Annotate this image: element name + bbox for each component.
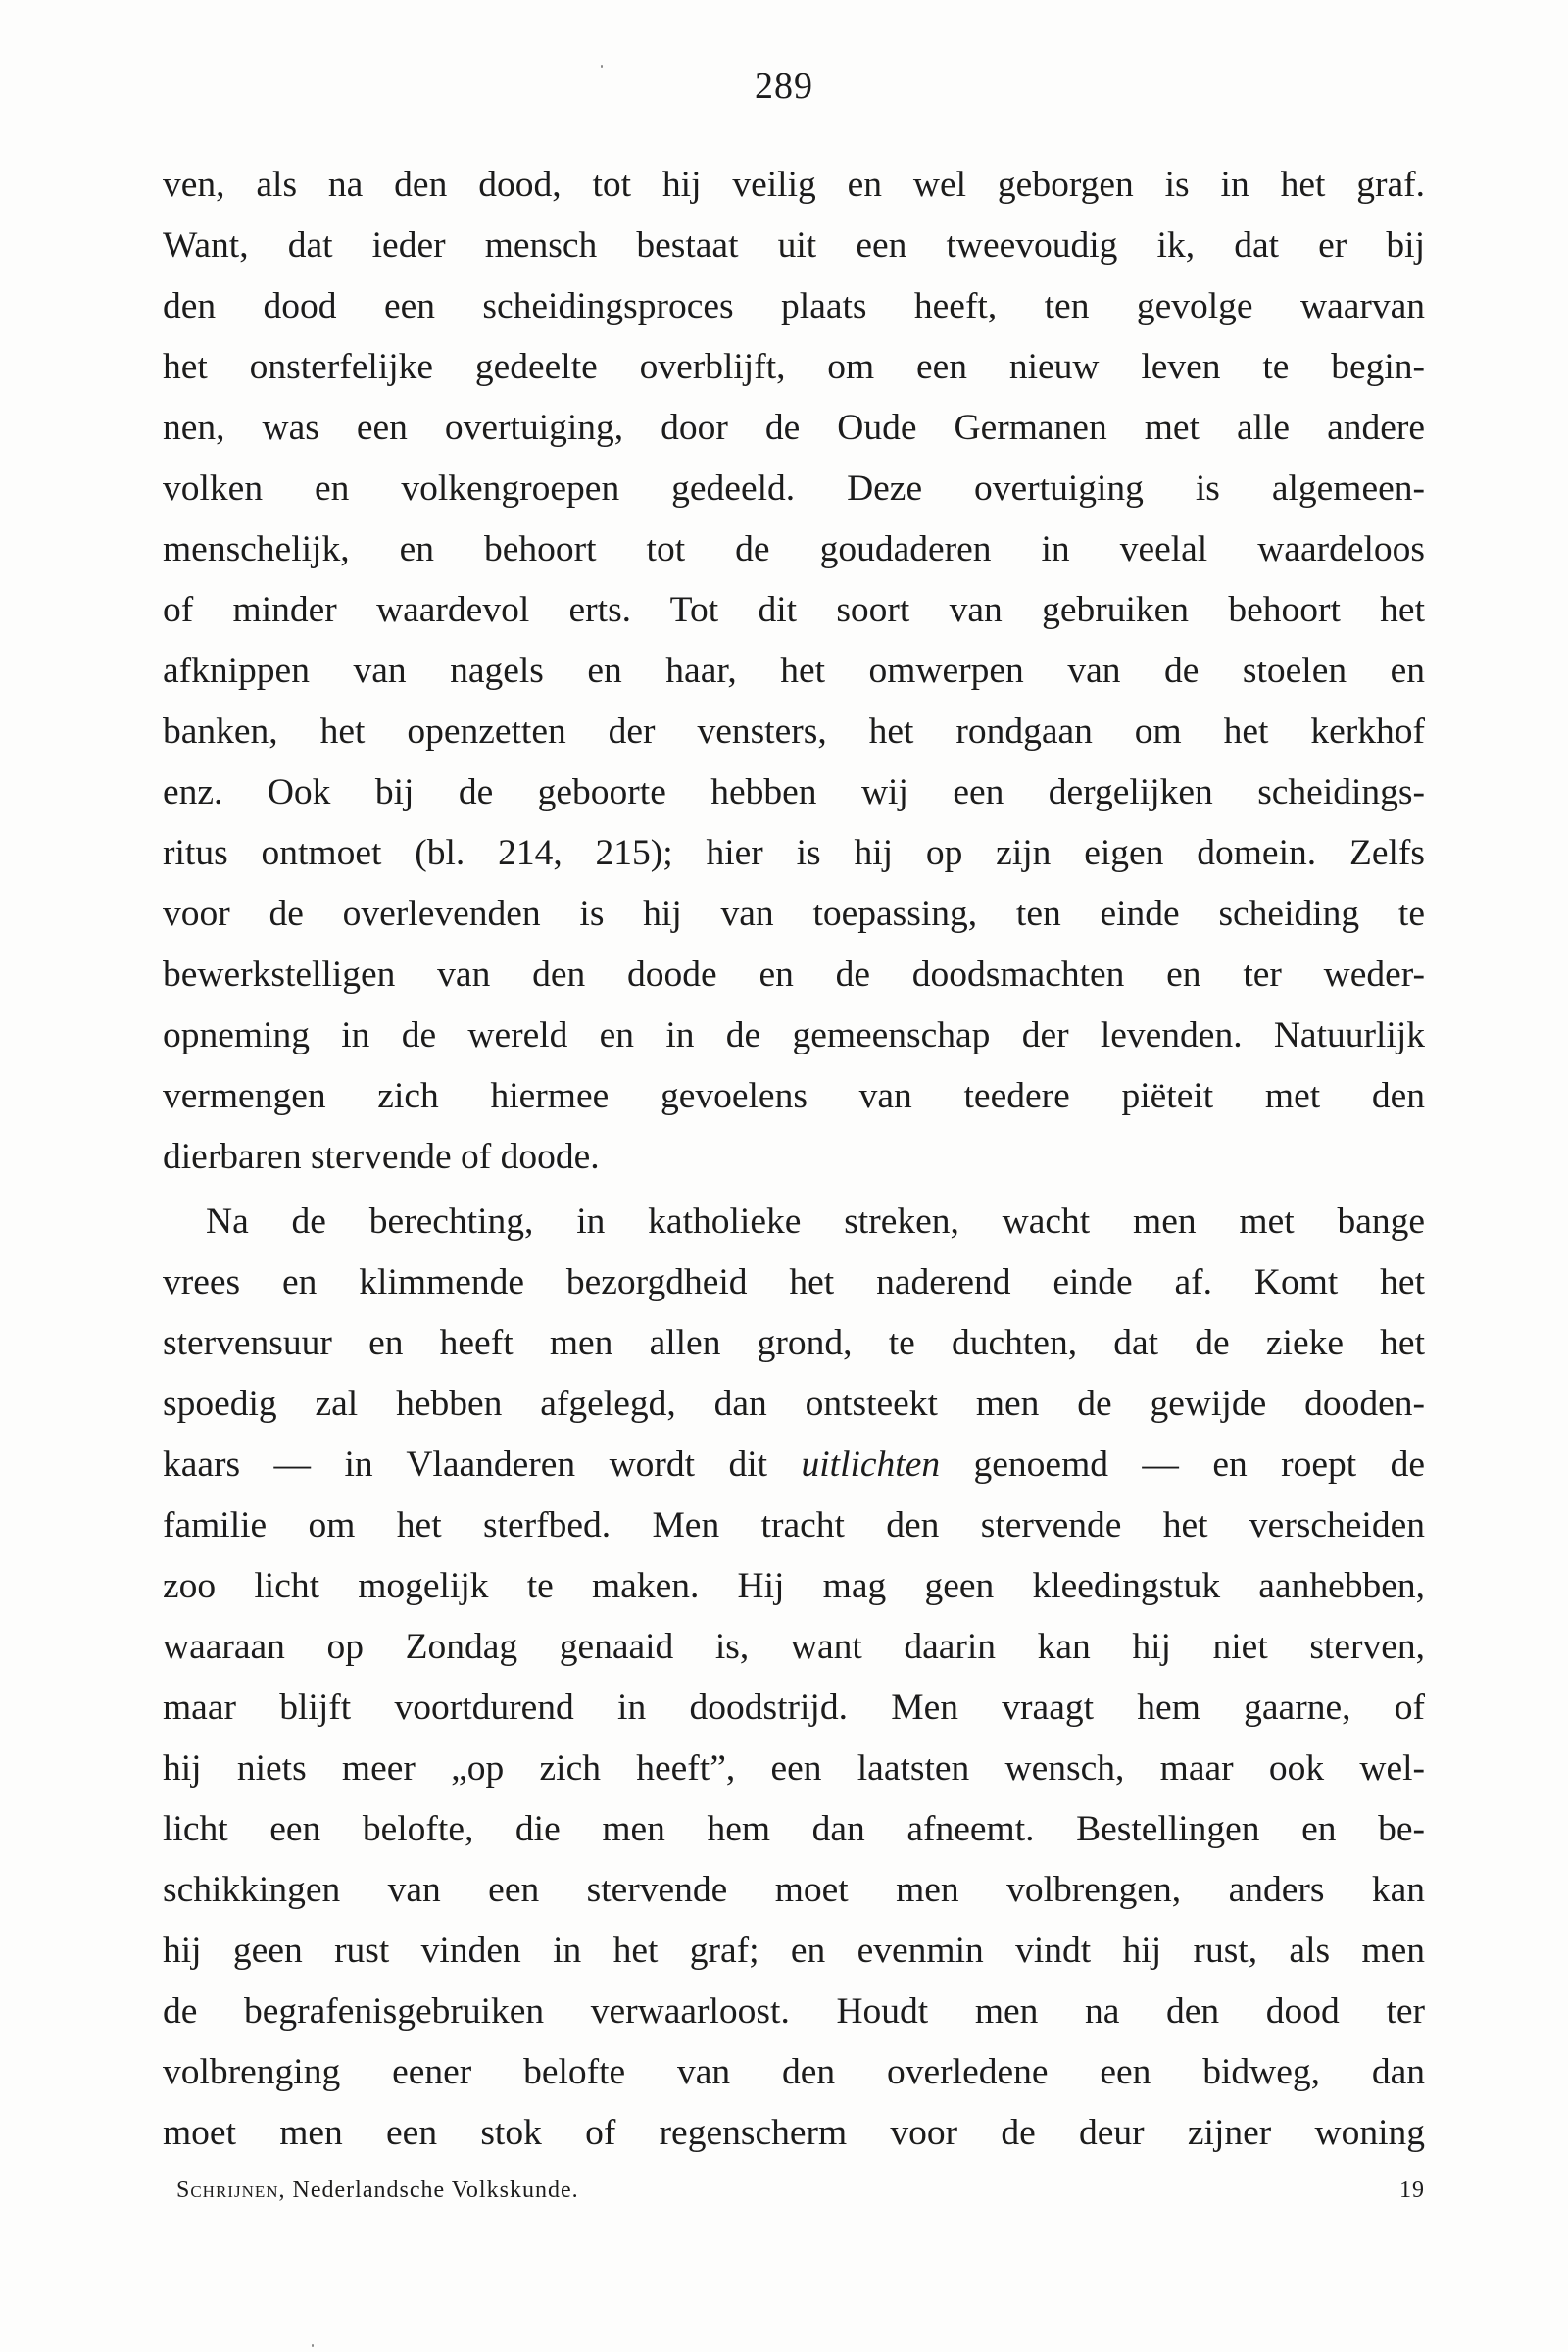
text-line: hij geen rust vinden in het graf; en evenmin vindt hij rust, als men	[163, 1931, 1425, 1971]
text-line: hij niets meer „op zich heeft”, een laatsten wensch, maar ook wel-	[163, 1748, 1425, 1788]
text-line: Want, dat ieder mensch bestaat uit een tweevoudig ik, dat er bij	[163, 225, 1425, 266]
text-line: Na de berechting, in katholieke streken, wacht men met bange	[206, 1201, 1425, 1242]
text-line: ven, als na den dood, tot hij veilig en wel geborgen is in het graf.	[163, 165, 1425, 205]
text-line: enz. Ook bij de geboorte hebben wij een dergelijken scheidings-	[163, 772, 1425, 812]
text-line: dierbaren stervende of doode.	[163, 1137, 600, 1177]
text-line: licht een belofte, die men hem dan afneemt. Bestellingen en be-	[163, 1809, 1425, 1849]
signature-mark: 19	[1399, 2178, 1425, 2203]
text-line: de begrafenisgebruiken verwaarloost. Houdt men na den dood ter	[163, 1991, 1425, 2032]
text-line: schikkingen van een stervende moet men volbrengen, anders kan	[163, 1870, 1425, 1910]
text-line: zoo licht mogelijk te maken. Hij mag geen kleedingstuk aanhebben,	[163, 1566, 1425, 1606]
text-line: ritus ontmoet (bl. 214, 215); hier is hij op zijn eigen domein. Zelfs	[163, 833, 1425, 873]
text-line: volbrenging eener belofte van den overledene een bidweg, dan	[163, 2052, 1425, 2092]
paragraph	[163, 1192, 1425, 2164]
text-line: moet men een stok of regenscherm voor de deur zijner woning	[163, 2113, 1425, 2153]
text-line: banken, het openzetten der vensters, het rondgaan om het kerkhof	[163, 711, 1425, 752]
text-line: familie om het sterfbed. Men tracht den stervende het verscheiden	[163, 1505, 1425, 1545]
paper-speck	[601, 65, 603, 68]
text-line: spoedig zal hebben afgelegd, dan ontsteekt men de gewijde dooden-	[163, 1384, 1425, 1424]
footer-author: Schrijnen	[176, 2178, 279, 2203]
footer-title: , Nederlandsche Volkskunde.	[278, 2178, 579, 2203]
text-line: afknippen van nagels en haar, het omwerpen van de stoelen en	[163, 651, 1425, 691]
text-line: stervensuur en heeft men allen grond, te duchten, dat de zieke het	[163, 1323, 1425, 1363]
text-line: nen, was een overtuiging, door de Oude Germanen met alle andere	[163, 408, 1425, 448]
paper-speck	[312, 2344, 314, 2347]
text-line: den dood een scheidingsproces plaats heeft, ten gevolge waarvan	[163, 286, 1425, 326]
text-line: volken en volkengroepen gedeeld. Deze overtuiging is algemeen-	[163, 468, 1425, 509]
italic-term: uitlichten	[801, 1445, 941, 1485]
paragraph	[163, 155, 1425, 1188]
text-line: vermengen zich hiermee gevoelens van teedere piëteit met den	[163, 1076, 1425, 1116]
text-line: opneming in de wereld en in de gemeenschap der levenden. Natuurlijk	[163, 1015, 1425, 1055]
body-text	[163, 155, 1425, 2164]
text-line: menschelijk, en behoort tot de goudaderen in veelal waardeloos	[163, 529, 1425, 569]
text-line: kaars — in Vlaanderen wordt dit uitlichten genoemd — en roept de	[163, 1445, 1425, 1485]
text-line: maar blijft voortdurend in doodstrijd. Men vraagt hem gaarne, of	[163, 1688, 1425, 1728]
footer-citation	[176, 2178, 579, 2204]
text-line: bewerkstelligen van den doode en de doodsmachten en ter weder-	[163, 955, 1425, 995]
text-line: vrees en klimmende bezorgdheid het naderend einde af. Komt het	[163, 1262, 1425, 1302]
text-line: voor de overlevenden is hij van toepassing, ten einde scheiding te	[163, 894, 1425, 934]
text-line: waaraan op Zondag genaaid is, want daarin kan hij niet sterven,	[163, 1627, 1425, 1667]
page-number: 289	[755, 66, 813, 107]
text-line: het onsterfelijke gedeelte overblijft, om een nieuw leven te begin-	[163, 347, 1425, 387]
text-line: of minder waardevol erts. Tot dit soort van gebruiken behoort het	[163, 590, 1425, 630]
